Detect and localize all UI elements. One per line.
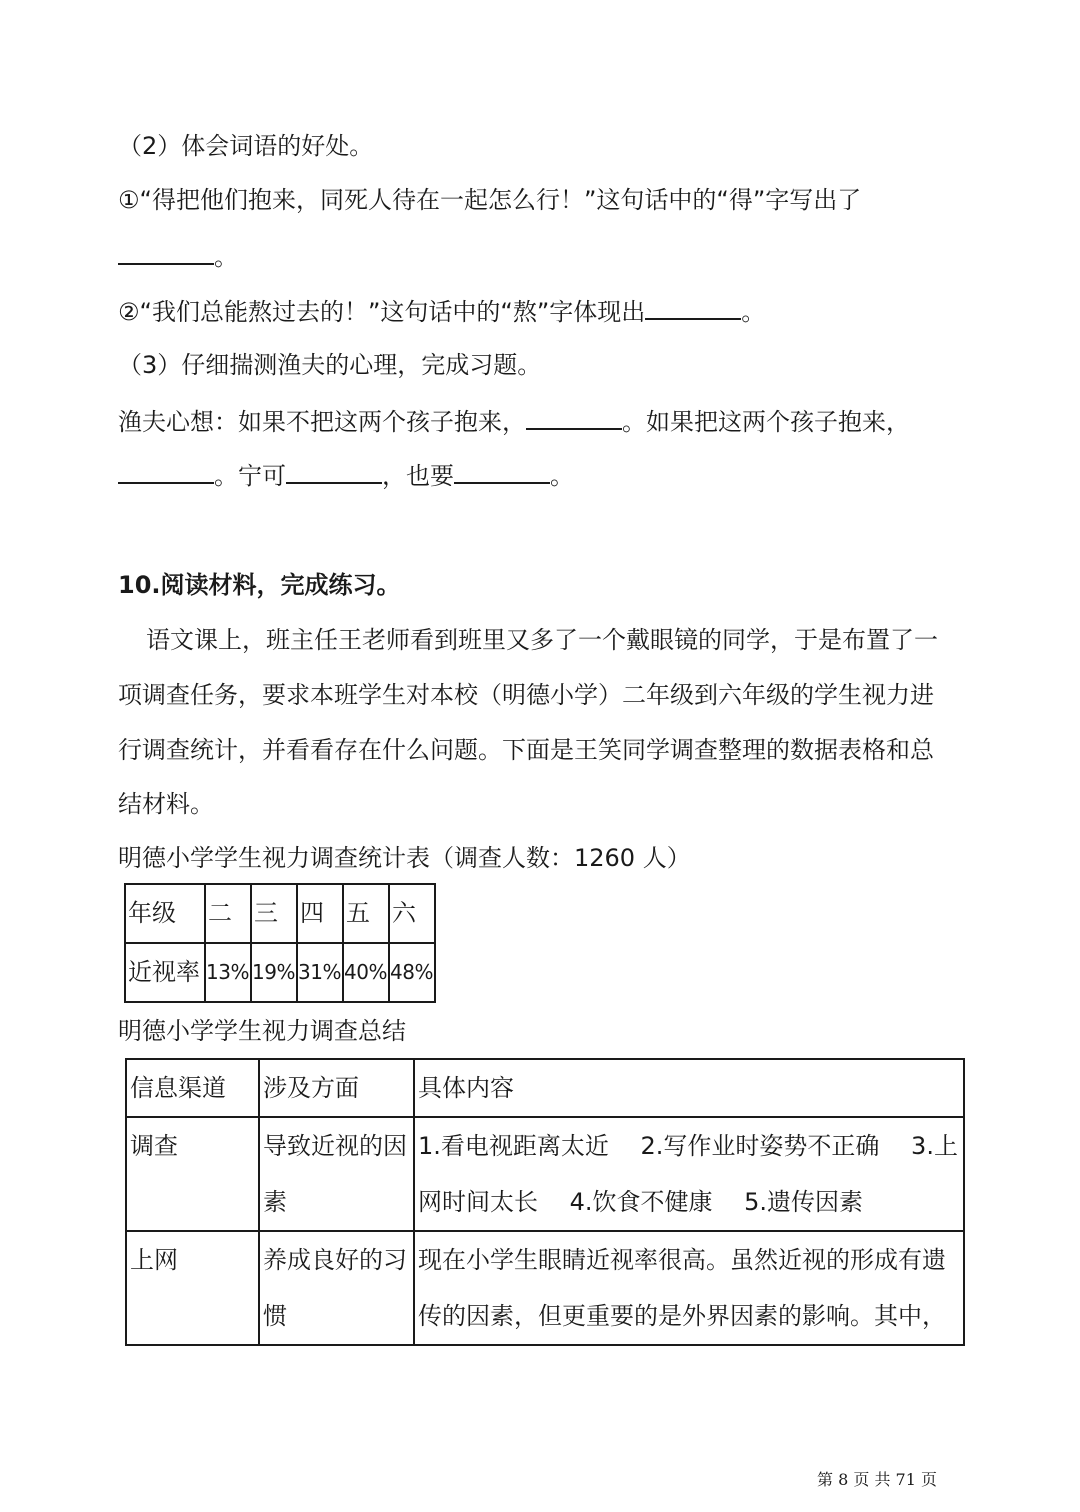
table-row (126, 1117, 964, 1231)
answer-blank[interactable] (526, 406, 622, 430)
table-cell: 二 (205, 884, 251, 943)
cell-line: 导致近视的因 (263, 1132, 407, 1160)
answer-blank[interactable] (286, 460, 382, 484)
cell-line: 养成良好的习 (263, 1246, 407, 1274)
table-cell: 三 (251, 884, 297, 943)
vision-stats-table (124, 883, 436, 1003)
table-cell: 近视率 (125, 943, 205, 1002)
cell-line: 传的因素，但更重要的是外界因素的影响。其中， (418, 1302, 946, 1330)
table2-caption: 明德小学学生视力调查总结 (118, 1017, 406, 1045)
cell-line: 网时间太长 4.饮食不健康 5.遗传因素 (418, 1188, 864, 1216)
item1-text: ①“得把他们抱来，同死人待在一起怎么行！”这句话中的“得”字写出了 (118, 186, 862, 214)
table-cell: 48% (389, 943, 435, 1002)
table-cell: 31% (297, 943, 343, 1002)
fisherman-line-b: 。宁可 ，也要 。 (118, 460, 574, 491)
table-cell: 具体内容 (414, 1059, 964, 1117)
cell-line: 1.看电视距离太近 2.写作业时姿势不正确 3.上 (418, 1132, 958, 1160)
table-cell: 19% (251, 943, 297, 1002)
table-cell: 年级 (125, 884, 205, 943)
cell-line: 惯 (263, 1302, 287, 1330)
table1-caption: 明德小学学生视力调查统计表（调查人数：1260 人） (118, 844, 691, 872)
answer-blank[interactable] (118, 241, 214, 265)
table-cell: 上网 (126, 1231, 259, 1345)
table-cell (259, 1117, 414, 1231)
fisherman-line-a: 渔夫心想：如果不把这两个孩子抱来， 。如果把这两个孩子抱来， (118, 408, 910, 436)
table-cell: 涉及方面 (259, 1059, 414, 1117)
paragraph-line: 行调查统计，并看看存在什么问题。下面是王笑同学调查整理的数据表格和总 (118, 736, 934, 764)
table-row (126, 1231, 964, 1345)
cell-line: 现在小学生眼睛近视率很高。虽然近视的形成有遗 (418, 1246, 946, 1274)
vision-summary-table (125, 1058, 965, 1346)
question-10-heading: 10.阅读材料，完成练习。 (118, 571, 401, 599)
answer-blank[interactable] (454, 460, 550, 484)
item1-answer-line: 。 (118, 241, 238, 272)
table-cell: 六 (389, 884, 435, 943)
table-cell: 调查 (126, 1117, 259, 1231)
table-cell: 40% (343, 943, 389, 1002)
table-cell: 信息渠道 (126, 1059, 259, 1117)
part3-title: （3）仔细揣测渔夫的心理，完成习题。 (118, 351, 542, 379)
part2-title: （2）体会词语的好处。 (118, 132, 374, 160)
page-footer: 第 8 页 共 71 页 (817, 1470, 937, 1489)
table-cell (259, 1231, 414, 1345)
table-row (125, 943, 435, 1002)
table-cell (414, 1117, 964, 1231)
paragraph-line: 项调查任务，要求本班学生对本校（明德小学）二年级到六年级的学生视力进 (118, 681, 934, 709)
table-cell (414, 1231, 964, 1345)
table-row (125, 884, 435, 943)
answer-blank[interactable] (645, 296, 741, 320)
cell-line: 素 (263, 1188, 287, 1216)
item2-line: ②“我们总能熬过去的！”这句话中的“熬”字体现出 。 (118, 298, 766, 326)
table-cell: 五 (343, 884, 389, 943)
answer-blank[interactable] (118, 460, 214, 484)
table-cell: 13% (205, 943, 251, 1002)
table-cell: 四 (297, 884, 343, 943)
table-row (126, 1059, 964, 1117)
paragraph-line: 语文课上，班主任王老师看到班里又多了一个戴眼镜的同学，于是布置了一 (146, 626, 938, 654)
paragraph-line: 结材料。 (118, 790, 214, 818)
